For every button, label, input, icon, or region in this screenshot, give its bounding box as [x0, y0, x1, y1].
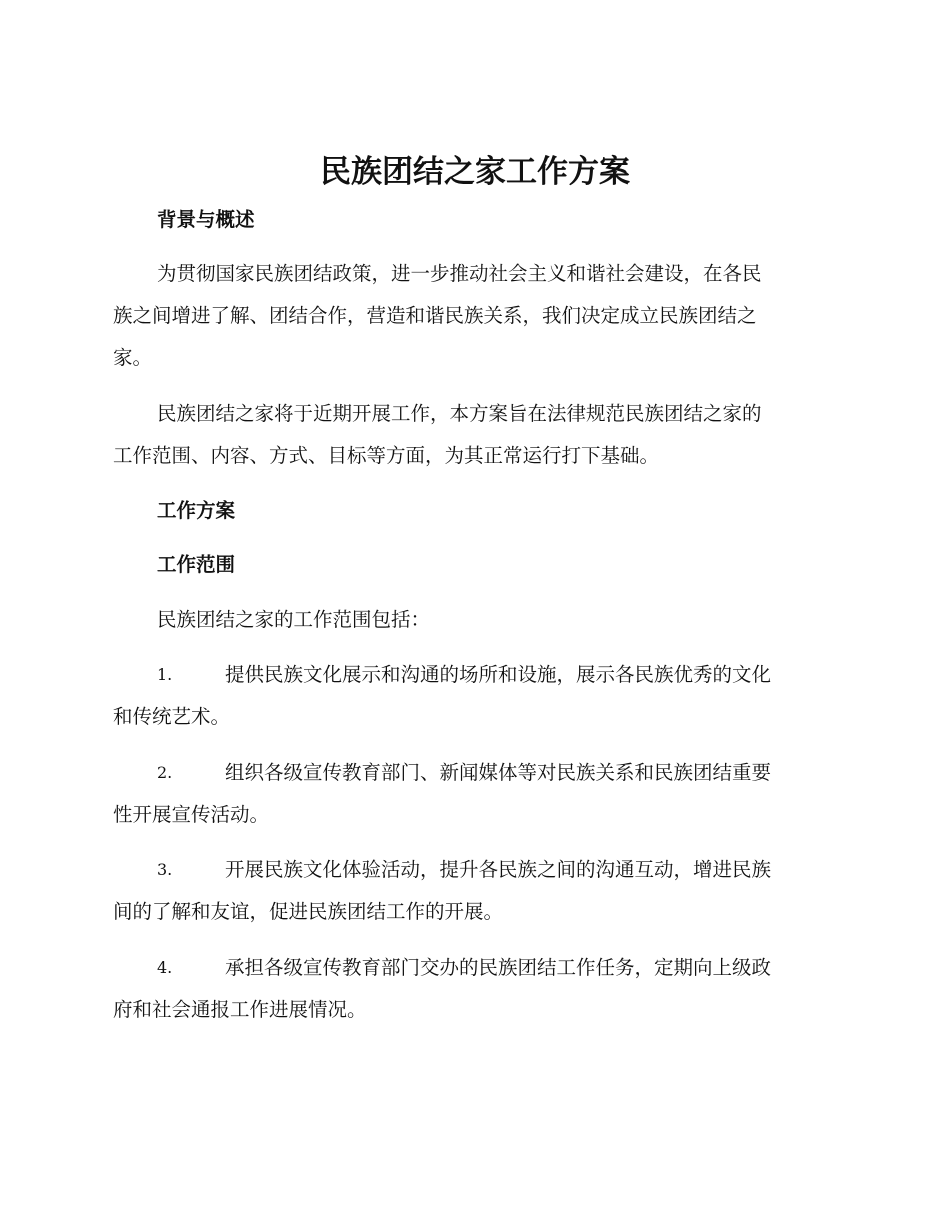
list-item-line: 开展民族文化体验活动，提升各民族之间的沟通互动，增进民族 — [225, 858, 772, 881]
paragraph-line: 为贯彻国家民族团结政策，进一步推动社会主义和谐社会建设，在各民 — [157, 262, 762, 285]
paragraph-line: 民族团结之家的工作范围包括： — [157, 608, 431, 631]
list-item-number: 4. — [157, 958, 173, 977]
list-item-line: 和传统艺术。 — [113, 705, 231, 728]
list-item-line: 性开展宣传活动。 — [113, 803, 270, 826]
list-item-line: 承担各级宣传教育部门交办的民族团结工作任务，定期向上级政 — [225, 956, 772, 979]
paragraph-line: 工作范围、内容、方式、目标等方面，为其正常运行打下基础。 — [113, 444, 660, 467]
list-item-line: 府和社会通报工作进展情况。 — [113, 998, 367, 1021]
list-item-line: 提供民族文化展示和沟通的场所和设施，展示各民族优秀的文化 — [225, 663, 772, 686]
list-item-number: 2. — [157, 763, 173, 782]
list-item — [113, 849, 833, 933]
section-heading-scope: 工作范围 — [157, 553, 236, 576]
paragraph-line: 家。 — [113, 346, 153, 369]
list-item-number: 3. — [157, 860, 173, 879]
list-item-line: 组织各级宣传教育部门、新闻媒体等对民族关系和民族团结重要 — [225, 761, 772, 784]
intro-paragraph-2 — [113, 393, 833, 477]
paragraph-line: 族之间增进了解、团结合作，营造和谐民族关系，我们决定成立民族团结之 — [113, 304, 757, 327]
scope-intro — [113, 599, 833, 641]
section-heading-background: 背景与概述 — [157, 208, 255, 231]
section-heading-plan: 工作方案 — [157, 499, 236, 522]
list-item — [113, 654, 833, 738]
list-item-line: 间的了解和友谊，促进民族团结工作的开展。 — [113, 900, 504, 923]
paragraph-line: 民族团结之家将于近期开展工作，本方案旨在法律规范民族团结之家的 — [157, 402, 762, 425]
list-item — [113, 947, 833, 1031]
list-item-number: 1. — [157, 665, 173, 684]
list-item — [113, 752, 833, 836]
document-title: 民族团结之家工作方案 — [320, 154, 630, 190]
intro-paragraph-1 — [113, 253, 833, 379]
